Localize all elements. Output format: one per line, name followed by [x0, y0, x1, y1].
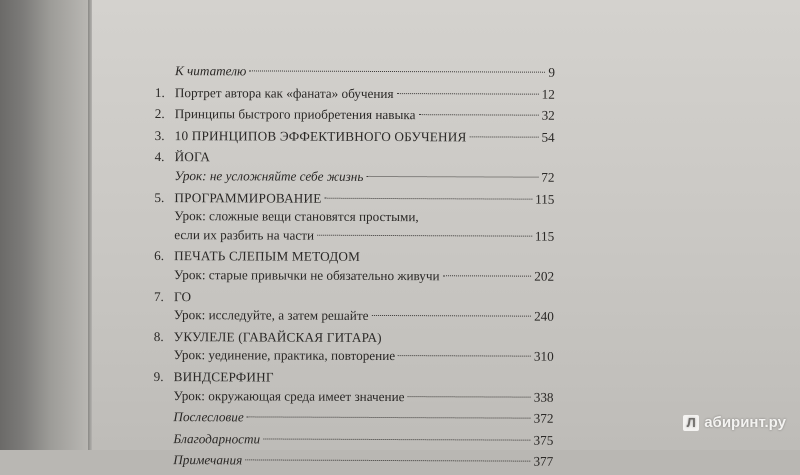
page-number: 12 — [542, 85, 555, 104]
page-number: 375 — [534, 431, 554, 450]
lesson-line — [154, 226, 554, 246]
chapter-title: УКУЛЕЛЕ (ГАВАЙСКАЯ ГИТАРА) — [174, 328, 382, 348]
line-spacer — [210, 162, 554, 164]
toc-entry — [155, 105, 555, 125]
page-number: 240 — [534, 308, 554, 327]
line-spacer — [191, 301, 554, 303]
dot-leader — [443, 275, 532, 276]
lesson-line — [154, 266, 554, 286]
dot-leader — [325, 197, 533, 199]
lesson-text: Урок: уединение, практика, повторение — [174, 346, 396, 366]
lesson-text: Урок: окружающая среда имеет значение — [174, 387, 405, 407]
toc-line — [155, 127, 555, 147]
toc-line — [153, 408, 553, 428]
chapter-number: 1. — [155, 84, 175, 103]
page-number: 72 — [541, 169, 554, 188]
page-number: 372 — [534, 410, 554, 429]
toc-entry — [153, 408, 553, 428]
toc-line — [153, 430, 553, 450]
lesson-text: Урок: старые привычки не обязательно живучи — [174, 266, 440, 286]
lesson-text: Урок: сложные вещи становятся простыми, — [174, 207, 419, 227]
lesson-text: Урок: не усложняйте себе жизнь — [174, 167, 363, 186]
chapter-title: ПРОГРАММИРОВАНИЕ — [174, 189, 321, 208]
chapter-title: ГО — [174, 288, 191, 307]
dot-leader — [245, 460, 530, 462]
dot-leader — [263, 438, 530, 440]
line-spacer — [274, 381, 554, 382]
labirint-logo-icon: Л — [683, 415, 699, 431]
toc-line — [154, 368, 554, 388]
chapter-title: Портрет автора как «фаната» обучения — [175, 84, 394, 104]
lesson-line — [154, 207, 554, 227]
toc-entry — [154, 288, 554, 327]
dot-leader — [469, 136, 538, 137]
toc-entry — [154, 189, 554, 247]
lesson-text: Урок: исследуйте, а затем решайте — [174, 306, 369, 325]
page-number: 9 — [548, 64, 555, 83]
lesson-line — [154, 386, 554, 406]
page-number: 115 — [535, 227, 554, 246]
dot-leader — [317, 234, 532, 236]
chapter-title: Благодарности — [173, 430, 260, 449]
book-spine-shadow — [0, 0, 92, 450]
toc-line — [154, 328, 554, 348]
lesson-line — [154, 306, 554, 326]
chapter-number: 5. — [154, 189, 174, 208]
toc-line — [155, 148, 555, 168]
dot-leader — [249, 70, 545, 72]
line-spacer — [382, 342, 554, 343]
line-spacer — [360, 261, 554, 262]
chapter-title: Послесловие — [173, 408, 243, 427]
toc-entry — [154, 328, 554, 367]
toc-line — [154, 247, 554, 267]
toc-entry — [155, 62, 555, 82]
labirint-watermark — [683, 414, 786, 431]
page-number: 377 — [533, 453, 553, 472]
toc-line — [155, 105, 555, 125]
page-number: 202 — [534, 268, 554, 287]
page-number: 115 — [535, 190, 554, 209]
toc-line — [155, 84, 555, 104]
dot-leader — [398, 355, 531, 357]
chapter-title: ПЕЧАТЬ СЛЕПЫМ МЕТОДОМ — [174, 247, 360, 266]
toc-line — [155, 62, 555, 82]
page-number: 54 — [541, 128, 554, 147]
chapter-number: 2. — [155, 105, 175, 124]
toc-entry — [154, 247, 554, 286]
chapter-number: 4. — [155, 148, 175, 167]
dot-leader — [247, 416, 531, 418]
chapter-title: Примечания — [173, 451, 242, 470]
page-number: 32 — [542, 107, 555, 126]
toc-entry — [153, 451, 553, 471]
chapter-number: 3. — [155, 127, 175, 146]
toc-line — [154, 189, 554, 209]
chapter-title: ЙОГА — [175, 148, 211, 167]
chapter-number: 9. — [154, 368, 174, 387]
dot-leader — [397, 93, 539, 95]
lesson-line — [154, 346, 554, 366]
dot-leader — [366, 176, 538, 178]
toc-entry — [153, 430, 553, 450]
lesson-text: если их разбить на части — [174, 226, 314, 245]
chapter-number: 7. — [154, 288, 174, 307]
chapter-title: К читателю — [175, 62, 246, 81]
chapter-title: 10 ПРИНЦИПОВ ЭФФЕКТИВНОГО ОБУЧЕНИЯ — [175, 127, 467, 147]
chapter-number: 6. — [154, 247, 174, 266]
dot-leader — [408, 396, 531, 398]
watermark-text: абиринт.ру — [704, 414, 786, 431]
toc-entry — [155, 84, 555, 104]
toc-line — [153, 451, 553, 471]
chapter-title: Принципы быстрого приобретения навыка — [175, 105, 416, 125]
toc-entry — [155, 127, 555, 147]
chapter-number: 8. — [154, 328, 174, 347]
toc-line — [154, 288, 554, 308]
page-number: 310 — [534, 348, 554, 367]
dot-leader — [418, 114, 538, 116]
chapter-title: ВИНДСЕРФИНГ — [174, 368, 274, 387]
toc-entry — [154, 148, 554, 187]
toc-entry — [154, 368, 554, 407]
page-number: 338 — [534, 388, 554, 407]
lesson-line — [154, 167, 554, 187]
dot-leader — [371, 315, 531, 317]
table-of-contents — [153, 62, 555, 475]
